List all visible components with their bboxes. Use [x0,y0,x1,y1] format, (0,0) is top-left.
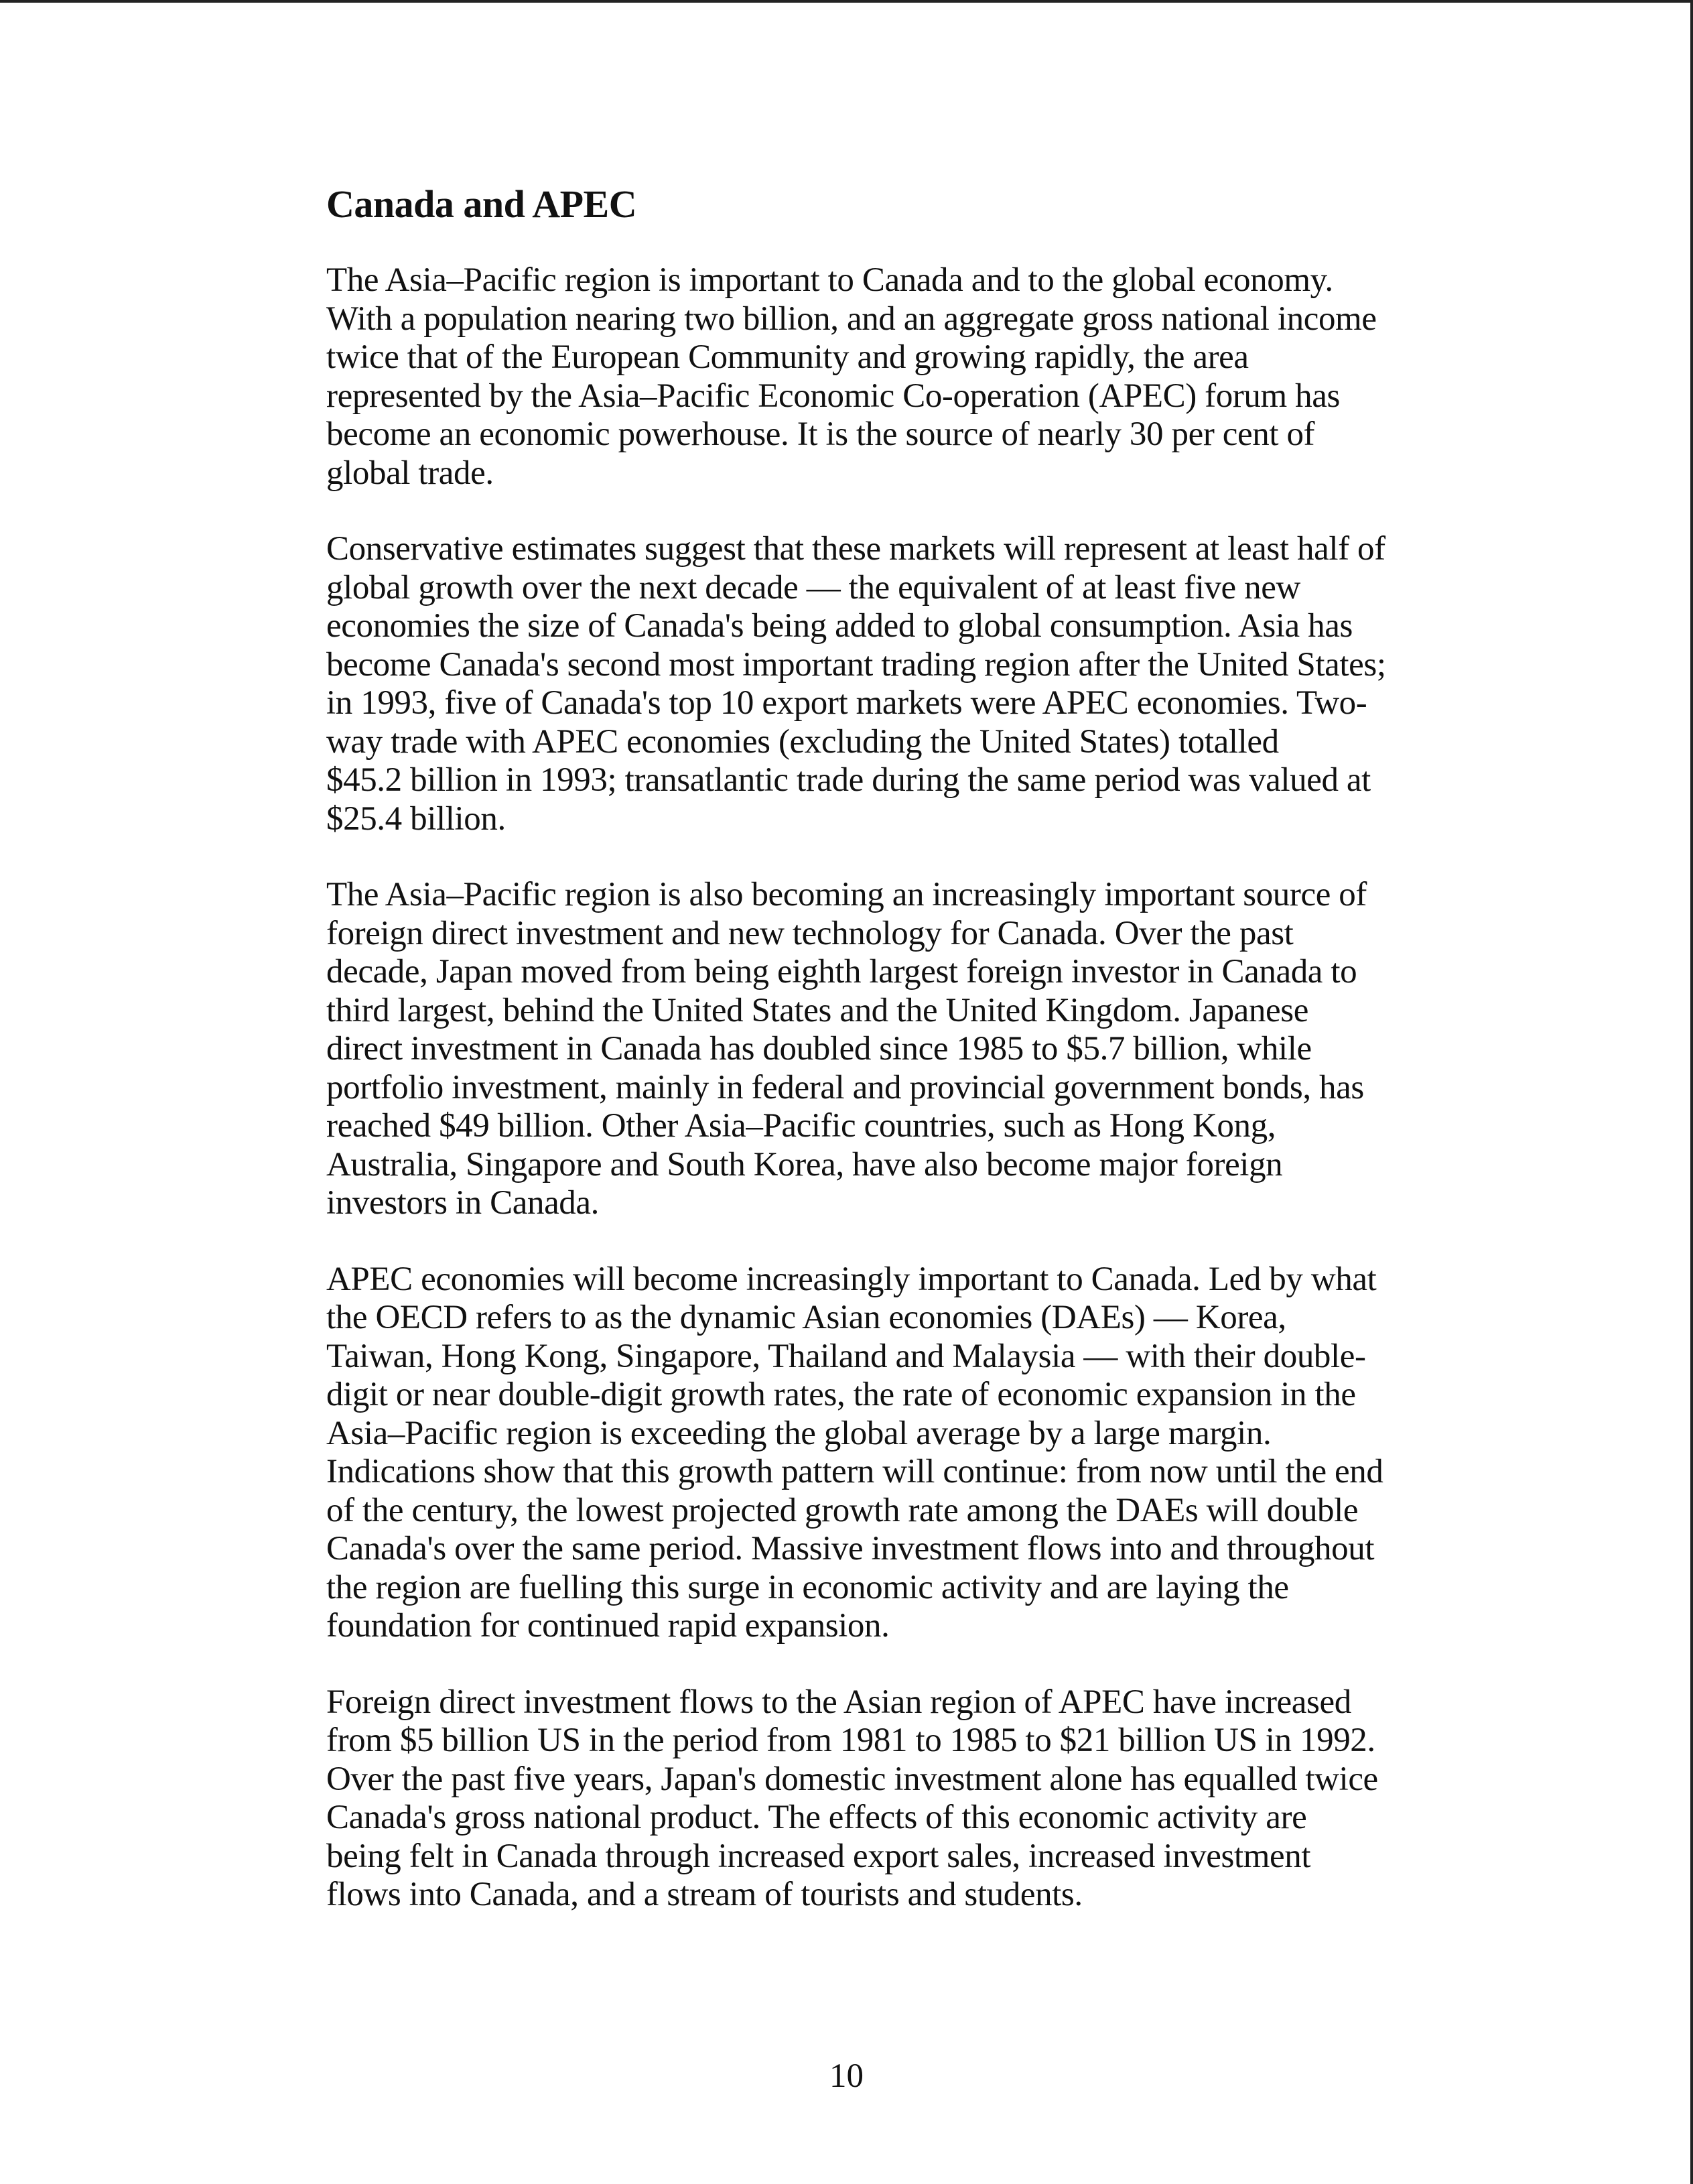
text-line: decade, Japan moved from being eighth largest foreign investor in Canada to [326,953,1357,990]
text-line: The Asia–Pacific region is important to Canada and to the global economy. [326,261,1333,299]
text-line: become Canada's second most important trading region after the United States; [326,645,1386,684]
text-line: Over the past five years, Japan's domestic investment alone has equalled twice [326,1760,1378,1798]
text-line: foundation for continued rapid expansion. [326,1607,890,1645]
text-line: Asia–Pacific region is exceeding the global average by a large margin. [326,1414,1272,1452]
text-line: foreign direct investment and new technology for Canada. Over the past [326,914,1294,952]
paragraph-1 [326,261,1505,493]
text-line: Indications show that this growth pattern will continue: from now until the end [326,1453,1383,1490]
page-number: 10 [829,2057,864,2095]
text-line: become an economic powerhouse. It is the source of nearly 30 per cent of [326,415,1315,453]
text-line: investors in Canada. [326,1184,599,1222]
text-line: the region are fuelling this surge in economic activity and are laying the [326,1568,1289,1606]
text-line: third largest, behind the United States and the United Kingdom. Japanese [326,991,1308,1029]
text-line: twice that of the European Community and growing rapidly, the area [326,338,1249,376]
document-body [326,181,1505,1952]
text-line: Foreign direct investment flows to the Asian region of APEC have increased [326,1683,1351,1721]
text-line: $45.2 billion in 1993; transatlantic trade during the same period was valued at [326,761,1371,799]
paragraph-3 [326,876,1505,1223]
paragraph-4 [326,1261,1505,1646]
text-line: The Asia–Pacific region is also becoming an increasingly important source of [326,876,1367,913]
text-line: being felt in Canada through increased export sales, increased investment [326,1837,1311,1875]
text-line: of the century, the lowest projected growth rate among the DAEs will double [326,1491,1359,1529]
text-line: digit or near double-digit growth rates, the rate of economic expansion in the [326,1376,1356,1413]
text-line: Canada's over the same period. Massive investment flows into and throughout [326,1530,1375,1567]
text-line: portfolio investment, mainly in federal and provincial government bonds, has [326,1068,1364,1106]
text-line: flows into Canada, and a stream of tourists and students. [326,1876,1083,1913]
text-line: economies the size of Canada's being added to global consumption. Asia has [326,607,1353,645]
text-line: Canada's gross national product. The effects of this economic activity are [326,1799,1307,1836]
page-edge-top [0,0,1693,3]
text-line: With a population nearing two billion, and an aggregate gross national income [326,300,1377,338]
paragraph-5 [326,1683,1505,1915]
text-line: way trade with APEC economies (excluding the United States) totalled [326,722,1279,761]
text-line: from $5 billion US in the period from 1981 to 1985 to $21 billion US in 1992. [326,1722,1375,1759]
text-line: global growth over the next decade — the equivalent of at least five new [326,568,1300,606]
page-edge-right [1690,0,1693,2184]
text-line: Taiwan, Hong Kong, Singapore, Thailand and Malaysia — with their double- [326,1337,1366,1375]
text-line: Australia, Singapore and South Korea, have also become major foreign [326,1145,1283,1183]
text-line: global trade. [326,454,494,492]
text-line: the OECD refers to as the dynamic Asian economies (DAEs) — Korea, [326,1299,1286,1336]
text-line: in 1993, five of Canada's top 10 export markets were APEC economies. Two- [326,684,1367,722]
text-line: reached $49 billion. Other Asia–Pacific countries, such as Hong Kong, [326,1107,1276,1145]
section-heading: Canada and APEC [326,182,637,226]
text-line: APEC economies will become increasingly important to Canada. Led by what [326,1260,1377,1298]
paragraph-2 [326,530,1505,838]
text-line: Conservative estimates suggest that these markets will represent at least half of [326,530,1385,568]
text-line: represented by the Asia–Pacific Economic Co-operation (APEC) forum has [326,377,1340,415]
text-line: direct investment in Canada has doubled since 1985 to $5.7 billion, while [326,1030,1312,1068]
text-line: $25.4 billion. [326,799,506,838]
